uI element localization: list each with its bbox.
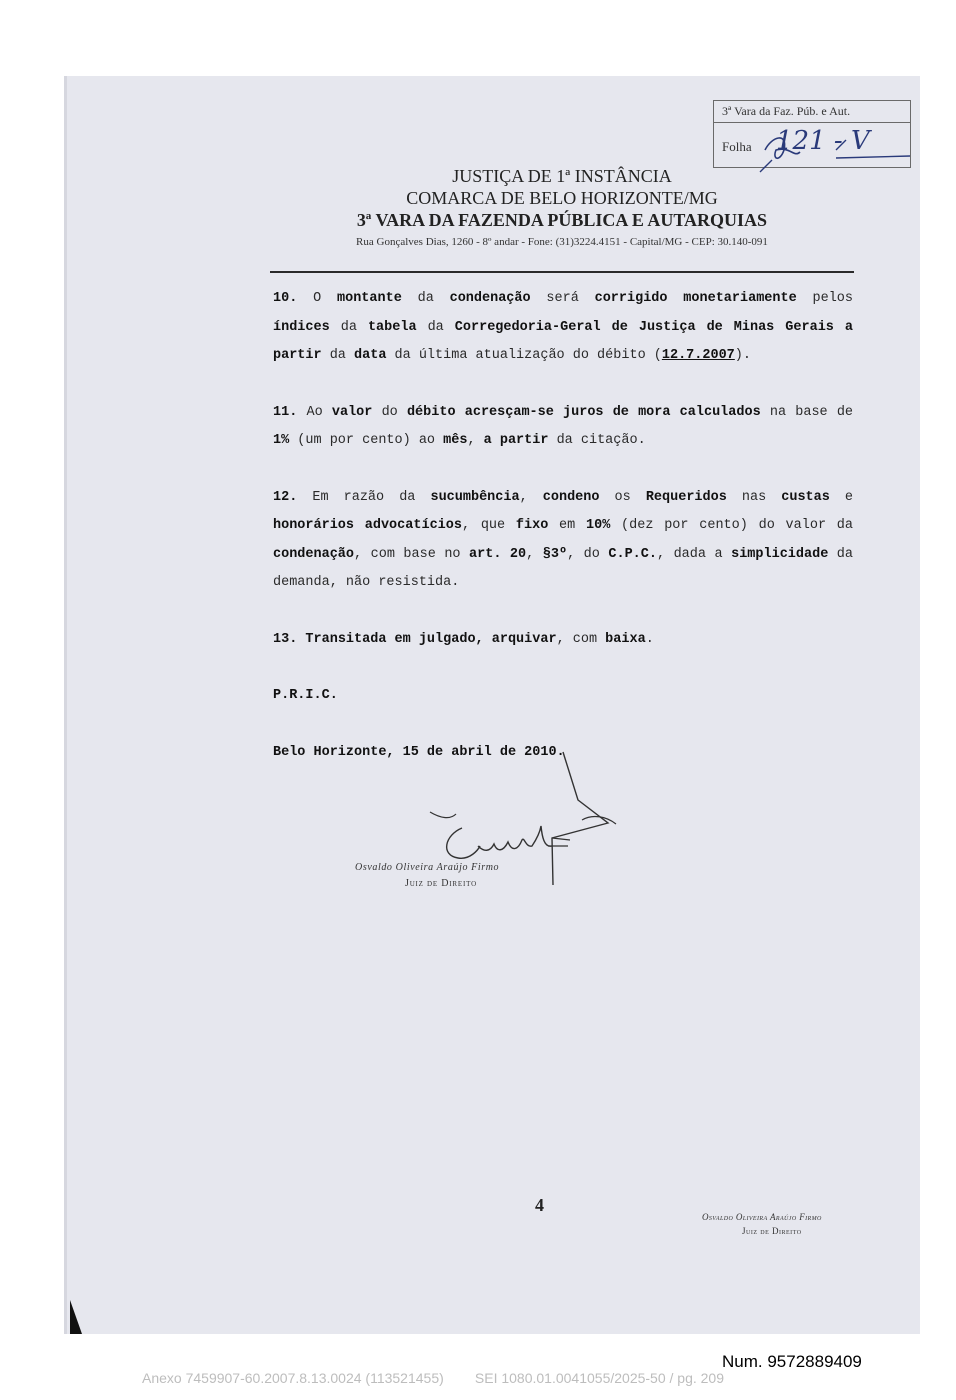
signer-name: Osvaldo Oliveira Araújo Firmo [355, 862, 500, 873]
header-address: Rua Gonçalves Dias, 1260 - 8º andar - Fone: (31)3224.4151 - Capital/MG - CEP: 30.140-091 [356, 236, 768, 248]
header-line-1: JUSTIÇA DE 1ª INSTÂNCIA [452, 166, 672, 186]
paragraph-11: 11. Ao valor do débito acresçam-se juros de mora calculados na base de 1% (um por cento) ao mês, a partir da citação. [273, 404, 854, 448]
scan-corner-mark [70, 1300, 82, 1334]
stamp-role: Juiz de Direito [742, 1226, 802, 1236]
header-line-3: 3ª VARA DA FAZENDA PÚBLICA E AUTARQUIAS [356, 210, 768, 230]
header-line-2: COMARCA DE BELO HORIZONTE/MG [406, 188, 718, 208]
folha-number: 121 - V [776, 126, 870, 156]
folha-court-label: 3ª Vara da Faz. Púb. e Aut. [714, 101, 910, 123]
court-header [270, 165, 854, 250]
document-number: Num. 9572889409 [722, 1352, 862, 1371]
page-number: 4 [535, 1195, 544, 1215]
decision-body [273, 285, 853, 795]
date-line: Belo Horizonte, 15 de abril de 2010. [273, 744, 565, 760]
paragraph-13: 13. Transitada em julgado, arquivar, com baixa. [273, 631, 654, 647]
folha-stamp-box [713, 100, 911, 168]
paragraph-10: 10. O montante da condenação será corrigido monetariamente pelos índices da tabela da Corregedoria-Geral de Justiça de Minas Gerais a partir da data da última atualização do débito (12.7.2007). [273, 291, 854, 363]
pric-line: P.R.I.C. [273, 688, 338, 703]
paragraph-12: 12. Em razão da sucumbência, condeno os Requeridos nas custas e honorários advocatícios, que fixo em 10% (dez por cento) do valor da condenação, com base no art. 20, §3º, do C.P.C., dada a simplicidade da demanda, não resistida. [273, 489, 854, 590]
stamp-name: Osvaldo Oliveira Araújo Firmo [702, 1212, 822, 1222]
folha-label: Folha [722, 139, 752, 154]
signer-role: Juiz de Direito [405, 878, 477, 889]
scan-edge [64, 76, 67, 1334]
header-rule [270, 271, 854, 273]
footer-reference: Anexo 7459907-60.2007.8.13.0024 (113521455) SEI 1080.01.0041055/2025-50 / pg. 209 [142, 1370, 724, 1386]
